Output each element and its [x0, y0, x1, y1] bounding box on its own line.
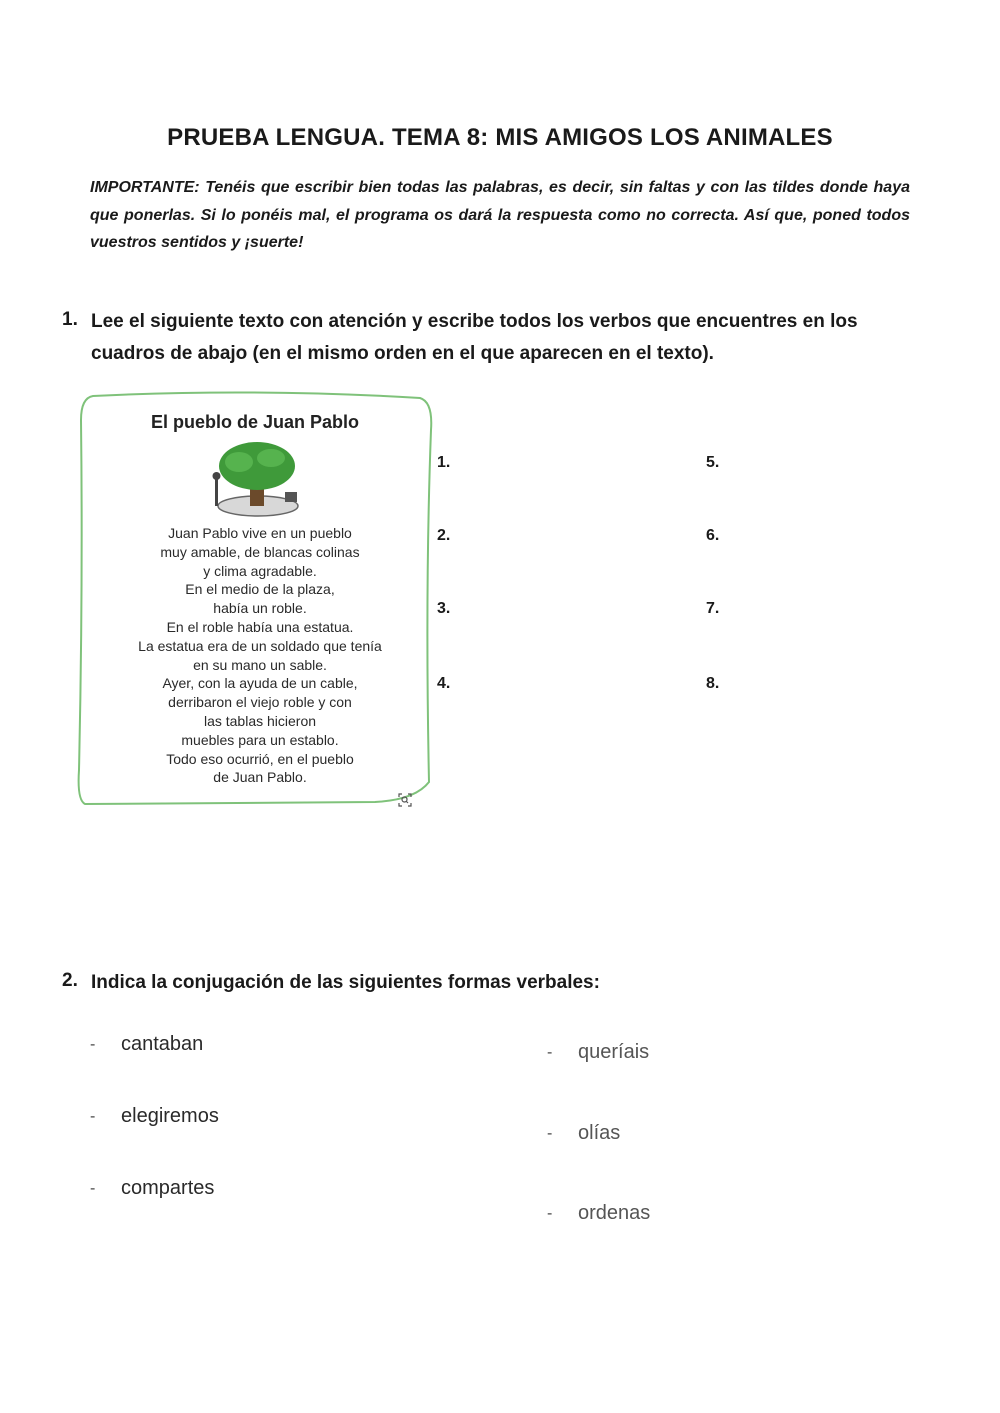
answer-slot-3[interactable]: 3. — [437, 600, 451, 617]
story-line: muy amable, de blancas colinas — [160, 543, 360, 560]
bullet-dash: - — [90, 1180, 96, 1197]
bullet-dash: - — [547, 1125, 553, 1142]
verb-cantaban: cantaban — [121, 1033, 204, 1055]
tree-icon — [203, 440, 313, 520]
story-line: derribaron el viejo roble y con — [168, 694, 352, 711]
verb-elegiremos: elegiremos — [121, 1105, 219, 1127]
story-line: había un roble. — [213, 600, 307, 617]
story-line: de Juan Pablo. — [213, 769, 307, 786]
verb-olias: olías — [578, 1122, 621, 1144]
story-line: Juan Pablo vive en un pueblo — [168, 525, 352, 541]
answer-slot-6[interactable]: 6. — [706, 527, 720, 544]
story-line: muebles para un establo. — [181, 731, 339, 748]
answer-slot-8[interactable]: 8. — [706, 675, 720, 692]
verb-ordenas: ordenas — [578, 1202, 651, 1224]
story-card — [75, 390, 435, 810]
story-line: Todo eso ocurrió, en el pueblo — [166, 750, 354, 767]
question-2-text: Indica la conjugación de las siguientes formas verbales: — [91, 972, 600, 993]
question-2-number: 2. — [62, 970, 78, 991]
answer-slot-5[interactable]: 5. — [706, 454, 720, 471]
bullet-dash: - — [547, 1205, 553, 1222]
page-title: PRUEBA LENGUA. TEMA 8: MIS AMIGOS LOS ANIMALES — [167, 124, 833, 151]
bullet-dash: - — [90, 1108, 96, 1125]
question-1-text: Lee el siguiente texto con atención y escribe todos los verbos que encuentres en los cuadros de abajo (en el mismo orden en el que aparecen en el texto). — [91, 311, 858, 364]
important-note: IMPORTANTE: Tenéis que escribir bien todas las palabras, es decir, sin faltas y con las tildes donde haya que ponerlas. Si lo ponéis mal, el programa os dará la respuesta como no correcta. Así que, poned todos vuestros sentidos y ¡suerte! — [90, 179, 910, 251]
story-line: en su mano un sable. — [193, 656, 327, 673]
story-line: En el roble había una estatua. — [166, 618, 354, 635]
zoom-icon[interactable] — [398, 793, 412, 807]
verb-compartes: compartes — [121, 1177, 215, 1199]
answer-slot-4[interactable]: 4. — [437, 675, 451, 692]
bullet-dash: - — [547, 1044, 553, 1061]
question-1-number: 1. — [62, 309, 78, 330]
story-title: El pueblo de Juan Pablo — [150, 412, 360, 432]
verb-queriais: queríais — [578, 1041, 650, 1063]
answer-slot-1[interactable]: 1. — [437, 454, 451, 471]
story-line: y clima agradable. — [203, 562, 317, 579]
story-line: Ayer, con la ayuda de un cable, — [162, 675, 358, 692]
story-text — [95, 524, 425, 787]
story-line: En el medio de la plaza, — [185, 581, 335, 598]
bullet-dash: - — [90, 1036, 96, 1053]
answer-slot-2[interactable]: 2. — [437, 527, 451, 544]
answer-slot-7[interactable]: 7. — [706, 600, 720, 617]
story-line: La estatua era de un soldado que tenía — [138, 637, 382, 654]
story-line: las tablas hicieron — [203, 712, 317, 729]
